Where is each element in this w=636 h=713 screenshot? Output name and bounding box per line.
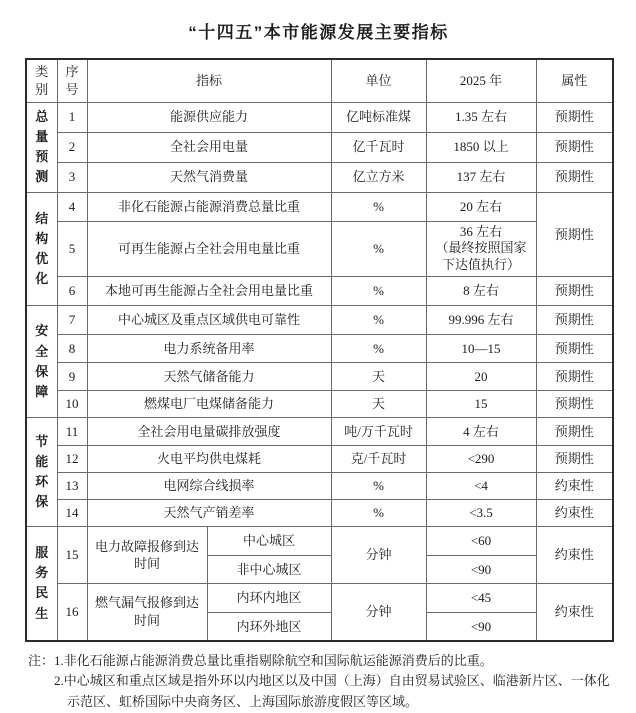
category-cell — [26, 102, 57, 192]
table-row — [26, 102, 613, 132]
unit-cell: 分钟 — [331, 527, 426, 584]
row-no: 13 — [57, 473, 87, 500]
table-row — [26, 527, 613, 556]
header-unit: 单位 — [331, 59, 426, 102]
row-no: 5 — [57, 221, 87, 277]
unit-cell: % — [331, 277, 426, 306]
value-cell: <3.5 — [426, 500, 536, 527]
sub-area-cell: 中心城区 — [207, 527, 331, 556]
indicator-cell: 电网综合线损率 — [87, 473, 331, 500]
category-cell — [26, 527, 57, 641]
value-line: （最终按照国家 — [435, 240, 527, 256]
value-cell — [426, 221, 536, 277]
indicator-cell: 电力故障报修到达时间 — [87, 527, 207, 584]
footnotes — [25, 651, 615, 713]
value-cell: 8 左右 — [426, 277, 536, 306]
sub-area-cell: 内环外地区 — [207, 613, 331, 641]
indicator-cell: 能源供应能力 — [87, 102, 331, 132]
value-line: 下达值执行） — [442, 257, 521, 273]
row-no: 8 — [57, 335, 87, 363]
note-line: 2.中心城区和重点区域是指外环以内地区以及中国（上海）自由贸易试验区、临港新片区、一体化示范区、虹桥国际中央商务区、上海国际旅游度假区等区域。 — [54, 673, 610, 710]
attribute-cell: 预期性 — [536, 192, 613, 277]
value-cell: 15 — [426, 391, 536, 418]
unit-cell: % — [331, 473, 426, 500]
indicator-cell: 中心城区及重点区域供电可靠性 — [87, 306, 331, 335]
sub-area-cell: 非中心城区 — [207, 556, 331, 584]
value-cell: <4 — [426, 473, 536, 500]
row-no: 16 — [57, 584, 87, 641]
row-no: 7 — [57, 306, 87, 335]
value-cell: 1.35 左右 — [426, 102, 536, 132]
value-cell: <45 — [426, 584, 536, 613]
category-label: 节能环保 — [35, 433, 49, 510]
indicator-cell: 全社会用电量碳排放强度 — [87, 418, 331, 446]
header-year: 2025 年 — [426, 59, 536, 102]
table-row — [26, 584, 613, 613]
table-row — [26, 335, 613, 363]
unit-cell: % — [331, 500, 426, 527]
category-cell — [26, 418, 57, 527]
row-no: 6 — [57, 277, 87, 306]
category-cell — [26, 306, 57, 418]
category-label: 结构优化 — [35, 210, 49, 286]
indicator-cell: 电力系统备用率 — [87, 335, 331, 363]
attribute-cell: 预期性 — [536, 306, 613, 335]
row-no: 9 — [57, 363, 87, 391]
unit-cell: 亿吨标准煤 — [331, 102, 426, 132]
attribute-cell: 预期性 — [536, 335, 613, 363]
unit-cell: 亿千瓦时 — [331, 132, 426, 162]
header-no: 序号 — [57, 59, 87, 102]
unit-cell: 吨/万千瓦时 — [331, 418, 426, 446]
attribute-cell: 预期性 — [536, 418, 613, 446]
table-row — [26, 418, 613, 446]
row-no: 14 — [57, 500, 87, 527]
unit-cell: % — [331, 306, 426, 335]
value-cell: <60 — [426, 527, 536, 556]
header-attribute: 属性 — [536, 59, 613, 102]
table-row — [26, 446, 613, 473]
value-cell: 1850 以上 — [426, 132, 536, 162]
value-cell: 137 左右 — [426, 162, 536, 192]
indicator-cell: 全社会用电量 — [87, 132, 331, 162]
attribute-cell: 预期性 — [536, 162, 613, 192]
category-cell — [26, 192, 57, 306]
sub-area-cell: 内环内地区 — [207, 584, 331, 613]
indicators-table — [25, 58, 614, 642]
table-row — [26, 306, 613, 335]
unit-cell: 分钟 — [331, 584, 426, 641]
attribute-cell: 预期性 — [536, 132, 613, 162]
row-no: 4 — [57, 192, 87, 221]
category-label: 安全保障 — [35, 323, 49, 399]
table-row — [26, 363, 613, 391]
header-category: 类别 — [26, 59, 57, 102]
table-row — [26, 221, 613, 277]
attribute-cell: 约束性 — [536, 500, 613, 527]
indicator-cell: 燃煤电厂电煤储备能力 — [87, 391, 331, 418]
table-row — [26, 500, 613, 527]
table-header-row — [26, 59, 613, 102]
unit-cell: 天 — [331, 391, 426, 418]
row-no: 3 — [57, 162, 87, 192]
table-row — [26, 277, 613, 306]
category-label: 服务民生 — [35, 545, 49, 621]
table-row — [26, 162, 613, 192]
unit-cell: 亿立方米 — [331, 162, 426, 192]
attribute-cell: 预期性 — [536, 277, 613, 306]
indicator-cell: 可再生能源占全社会用电量比重 — [87, 221, 331, 277]
table-row — [26, 391, 613, 418]
attribute-cell: 约束性 — [536, 584, 613, 641]
row-no: 1 — [57, 102, 87, 132]
indicator-cell: 天然气储备能力 — [87, 363, 331, 391]
indicator-cell: 天然气产销差率 — [87, 500, 331, 527]
attribute-cell: 约束性 — [536, 527, 613, 584]
attribute-cell: 预期性 — [536, 363, 613, 391]
row-no: 10 — [57, 391, 87, 418]
value-line: 36 左右 — [459, 223, 503, 239]
value-cell: 10—15 — [426, 335, 536, 363]
attribute-cell: 预期性 — [536, 102, 613, 132]
indicator-cell: 燃气漏气报修到达时间 — [87, 584, 207, 641]
indicator-cell: 本地可再生能源占全社会用电量比重 — [87, 277, 331, 306]
row-no: 12 — [57, 446, 87, 473]
table-row — [26, 132, 613, 162]
unit-cell: % — [331, 221, 426, 277]
indicator-cell: 天然气消费量 — [87, 162, 331, 192]
attribute-cell: 预期性 — [536, 391, 613, 418]
attribute-cell: 约束性 — [536, 473, 613, 500]
value-cell: 20 — [426, 363, 536, 391]
row-no: 11 — [57, 418, 87, 446]
header-indicator: 指标 — [87, 59, 331, 102]
note-line: 注：1.非化石能源占能源消费总量比重指剔除航空和国际航运能源消费后的比重。 — [28, 652, 493, 668]
row-no: 15 — [57, 527, 87, 584]
table-row — [26, 473, 613, 500]
unit-cell: % — [331, 335, 426, 363]
category-label: 总量预测 — [35, 108, 49, 185]
value-cell: 4 左右 — [426, 418, 536, 446]
table-row — [26, 192, 613, 221]
value-cell: 20 左右 — [426, 192, 536, 221]
indicator-cell: 火电平均供电煤耗 — [87, 446, 331, 473]
attribute-cell: 预期性 — [536, 446, 613, 473]
value-cell: <90 — [426, 613, 536, 641]
value-cell: 99.996 左右 — [426, 306, 536, 335]
value-cell: <290 — [426, 446, 536, 473]
row-no: 2 — [57, 132, 87, 162]
page-title: “十四五”本市能源发展主要指标 — [188, 23, 449, 42]
unit-cell: 天 — [331, 363, 426, 391]
indicator-cell: 非化石能源占能源消费总量比重 — [87, 192, 331, 221]
unit-cell: % — [331, 192, 426, 221]
unit-cell: 克/千瓦时 — [331, 446, 426, 473]
value-cell: <90 — [426, 556, 536, 584]
